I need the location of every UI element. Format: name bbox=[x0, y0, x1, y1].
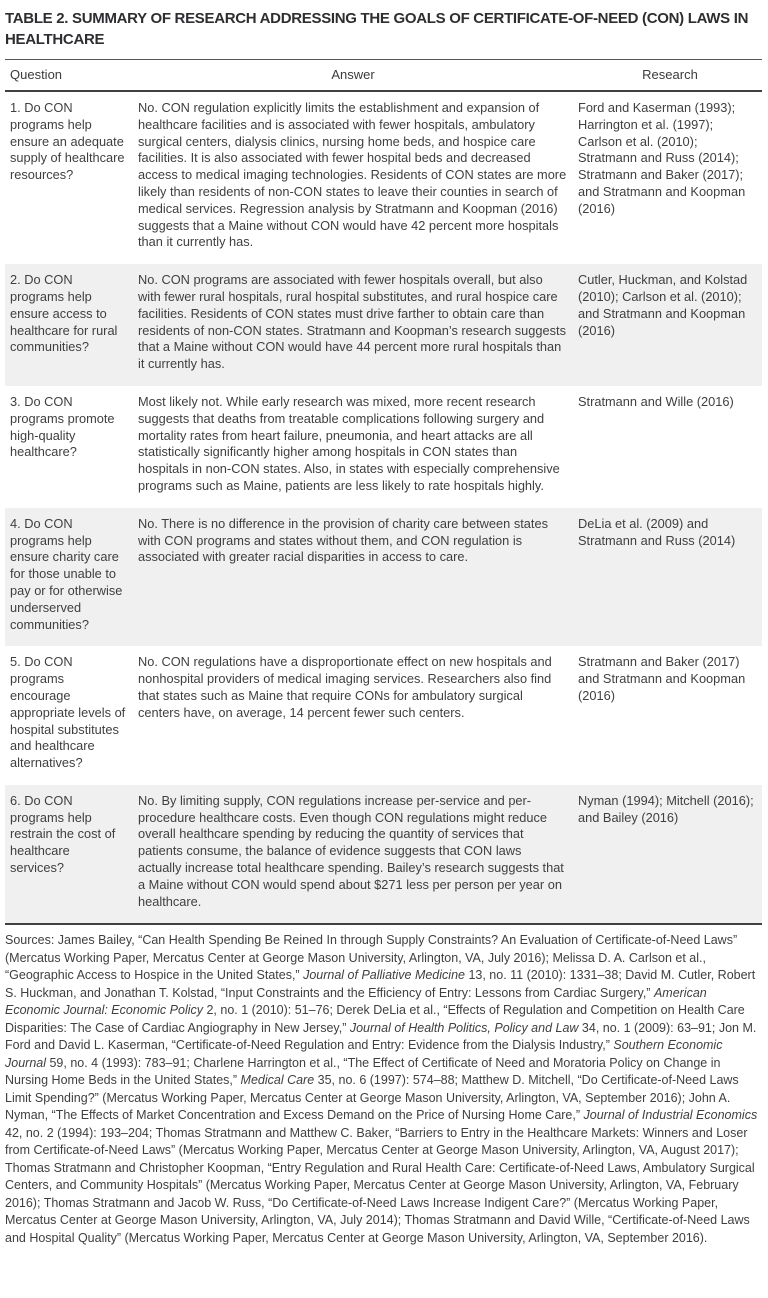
research-cell: Cutler, Huckman, and Kolstad (2010); Carlson et al. (2010); and Stratmann and Koopman (2016) bbox=[578, 272, 748, 338]
column-header-answer: Answer bbox=[331, 67, 375, 82]
table-body bbox=[5, 92, 762, 925]
column-header-question: Question bbox=[10, 67, 63, 82]
research-cell: DeLia et al. (2009) and Stratmann and Russ (2014) bbox=[578, 515, 736, 548]
question-cell: 2. Do CON programs help ensure access to healthcare for rural communities? bbox=[10, 272, 118, 355]
table-row bbox=[5, 646, 762, 785]
answer-cell: No. CON regulation explicitly limits the establishment and expansion of healthcare facilities and is associated with fewer hospitals, ambulatory surgical centers, dialysis clinics, nursing home beds, and hospice care facilities. It is also associated with fewer hospital beds and decreased access to medical imaging technologies. Residents of CON states are more likely than residents of non-CON states to leave their counties in search of medical services. Regression analysis by Stratmann and Koopman (2016) suggests that a Maine without CON would have 42 percent more hospitals than it currently has. bbox=[138, 100, 567, 250]
research-cell: Ford and Kaserman (1993); Harrington et al. (1997); Carlson et al. (2010); Stratmann and Russ (2014); Stratmann and Baker (2017); and Stratmann and Koopman (2016) bbox=[578, 100, 746, 216]
answer-cell: No. By limiting supply, CON regulations increase per-service and per-procedure healthcare costs. Even though CON regulations might reduce overall healthcare spending by reducing the quantity of services that patients consume, the balance of evidence suggests that CON laws actually increase total healthcare spending. Bailey’s research suggests that a Maine without CON would spend about $271 less per person per year on healthcare. bbox=[138, 792, 564, 909]
question-cell: 6. Do CON programs help restrain the cost of healthcare services? bbox=[10, 792, 116, 876]
answer-cell: No. There is no difference in the provision of charity care between states with CON programs and states without them, and CON regulation is associated with greater racial disparities in access to care. bbox=[138, 515, 548, 565]
table-row bbox=[5, 92, 762, 264]
table-header-row bbox=[5, 60, 762, 92]
summary-table bbox=[5, 59, 762, 925]
question-cell: 4. Do CON programs help ensure charity care for those unable to pay or for otherwise underserved communities? bbox=[10, 515, 123, 632]
question-cell: 5. Do CON programs encourage appropriate levels of hospital substitutes and healthcare alternatives? bbox=[10, 654, 126, 771]
question-cell: 3. Do CON programs promote high-quality healthcare? bbox=[10, 393, 115, 460]
table-row bbox=[5, 785, 762, 924]
question-cell: 1. Do CON programs help ensure an adequate supply of healthcare resources? bbox=[10, 100, 125, 183]
research-cell: Stratmann and Wille (2016) bbox=[578, 393, 734, 409]
column-header-research: Research bbox=[642, 67, 698, 82]
sources-text: Sources: James Bailey, “Can Health Spending Be Reined In through Supply Constraints? An Evaluation of Certificate-of-Need Laws” (Mercatus Working Paper, Mercatus Center at George Mason University, Arlington, VA, July 2016); Melissa D. A. Carlson et al., “Geographic Access to Hospice in the United States,” Journal of Palliative Medicine 13, no. 11 (2010): 1331–38; David M. Cutler, Robert S. Huckman, and Jonathan T. Kolstad, “Input Constraints and the Efficiency of Entry: Lessons from Cardiac Surgery,” American Economic Journal: Economic Policy 2, no. 1 (2010): 51–76; Derek DeLia et al., “Effects of Regulation and Competition on Health Care Disparities: The Case of Cardiac Angiography in New Jersey,” Journal of Health Politics, Policy and Law 34, no. 1 (2009): 63–91; Jon M. Ford and David L. Kaserman, “Certificate-of-Need Regulation and Entry: Evidence from the Dialysis Industry,” Southern Economic Journal 59, no. 4 (1993): 783–91; Charlene Harrington et al., “The Effect of Certificate of Need and Moratoria Policy on Change in Nursing Home Beds in the United States,” Medical Care 35, no. 6 (1997): 574–88; Matthew D. Mitchell, “Do Certificate-of-Need Laws Limit Spending?” (Mercatus Working Paper, Mercatus Center at George Mason University, Arlington, VA, September 2016); John A. Nyman, “The Effects of Market Concentration and Excess Demand on the Price of Nursing Home Care,” Journal of Industrial Economics 42, no. 2 (1994): 193–204; Thomas Stratmann and Matthew C. Baker, “Barriers to Entry in the Healthcare Markets: Winners and Loser from Certificate-of-Need Laws” (Mercatus Working Paper, Mercatus Center at George Mason University, Arlington, VA, August 2017); Thomas Stratmann and Christopher Koopman, “Entry Regulation and Rural Health Care: Certificate-of-Need Laws, Ambulatory Surgical Centers, and Community Hospitals” (Mercatus Working Paper, Mercatus Center at George Mason University, Arlington, VA, February 2016); Thomas Stratmann and Jacob W. Russ, “Do Certificate-of-Need Laws Increase Indigent Care?” (Mercatus Working Paper, Mercatus Center at George Mason University, Arlington, VA, July 2014); Thomas Stratmann and David Wille, “Certificate-of-Need Laws and Hospital Quality” (Mercatus Working Paper, Mercatus Center at George Mason University, Arlington, VA, September 2016). bbox=[5, 933, 758, 1245]
answer-cell: Most likely not. While early research was mixed, more recent research suggests that deaths from treatable complications following surgery and mortality rates from heart failure, pneumonia, and heart attacks are all statistically significantly higher among hospitals in CON states than hospitals in non-CON states. Also, in states with especially comprehensive programs such as Maine, patients are less likely to rate hospitals highly. bbox=[138, 393, 560, 493]
table-title: TABLE 2. SUMMARY OF RESEARCH ADDRESSING THE GOALS OF CERTIFICATE-OF-NEED (CON) LAWS IN HEALTHCARE bbox=[5, 10, 749, 48]
table-row bbox=[5, 386, 762, 508]
answer-cell: No. CON programs are associated with fewer hospitals overall, but also with fewer rural hospitals, rural hospital substitutes, and rural hospice care facilities. Residents of CON states must drive farther to obtain care than residents of non-CON states. Stratmann and Koopman’s research suggests that a Maine without CON would have 44 percent more rural hospitals than it currently has. bbox=[138, 272, 566, 372]
table-row bbox=[5, 508, 762, 647]
answer-cell: No. CON regulations have a disproportionate effect on new hospitals and nonhospital providers of medical imaging services. Researchers also find that states such as Maine that require CONs for ambulatory surgical centers have, on average, 14 percent fewer such centers. bbox=[138, 654, 552, 720]
research-cell: Stratmann and Baker (2017) and Stratmann and Koopman (2016) bbox=[578, 654, 746, 703]
research-cell: Nyman (1994); Mitchell (2016); and Bailey (2016) bbox=[578, 792, 754, 825]
table-row bbox=[5, 264, 762, 386]
